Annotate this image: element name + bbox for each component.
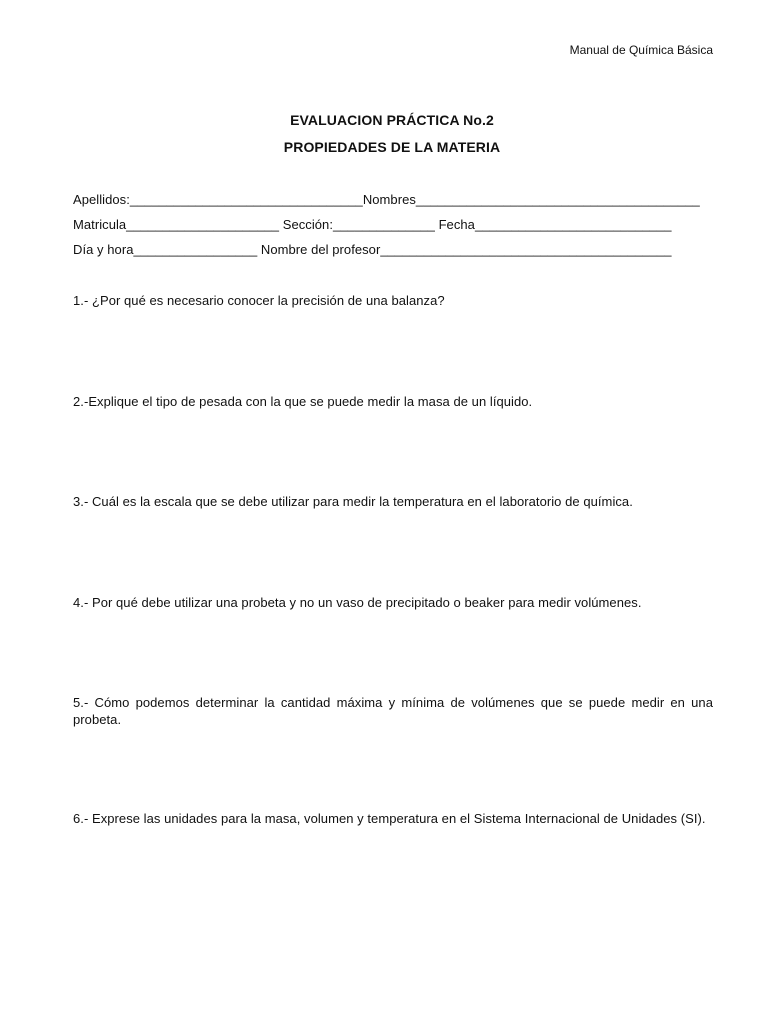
question-1: 1.- ¿Por qué es necesario conocer la precisión de una balanza? [73,293,445,308]
question-5: 5.- Cómo podemos determinar la cantidad máxima y mínima de volúmenes que se puede medir en una probeta. [73,695,713,727]
question-6: 6.- Exprese las unidades para la masa, volumen y temperatura en el Sistema Internacional de Unidades (SI). [73,811,706,826]
running-header: Manual de Química Básica [569,43,713,57]
question-2: 2.-Explique el tipo de pesada con la que se puede medir la masa de un líquido. [73,394,533,409]
form-line-dia-hora-profesor: Día y hora_________________ Nombre del profesor________________________________________ [73,242,672,257]
form-line-apellidos-nombres: Apellidos:________________________________Nombres_______________________________________ [73,192,700,207]
document-title: EVALUACION PRÁCTICA No.2 [290,112,494,128]
form-line-matricula-seccion-fecha: Matricula_____________________ Sección:______________ Fecha___________________________ [73,217,672,232]
question-3: 3.- Cuál es la escala que se debe utilizar para medir la temperatura en el laboratorio de química. [73,494,633,509]
question-4: 4.- Por qué debe utilizar una probeta y no un vaso de precipitado o beaker para medir volúmenes. [73,595,642,610]
document-subtitle: PROPIEDADES DE LA MATERIA [283,139,501,155]
